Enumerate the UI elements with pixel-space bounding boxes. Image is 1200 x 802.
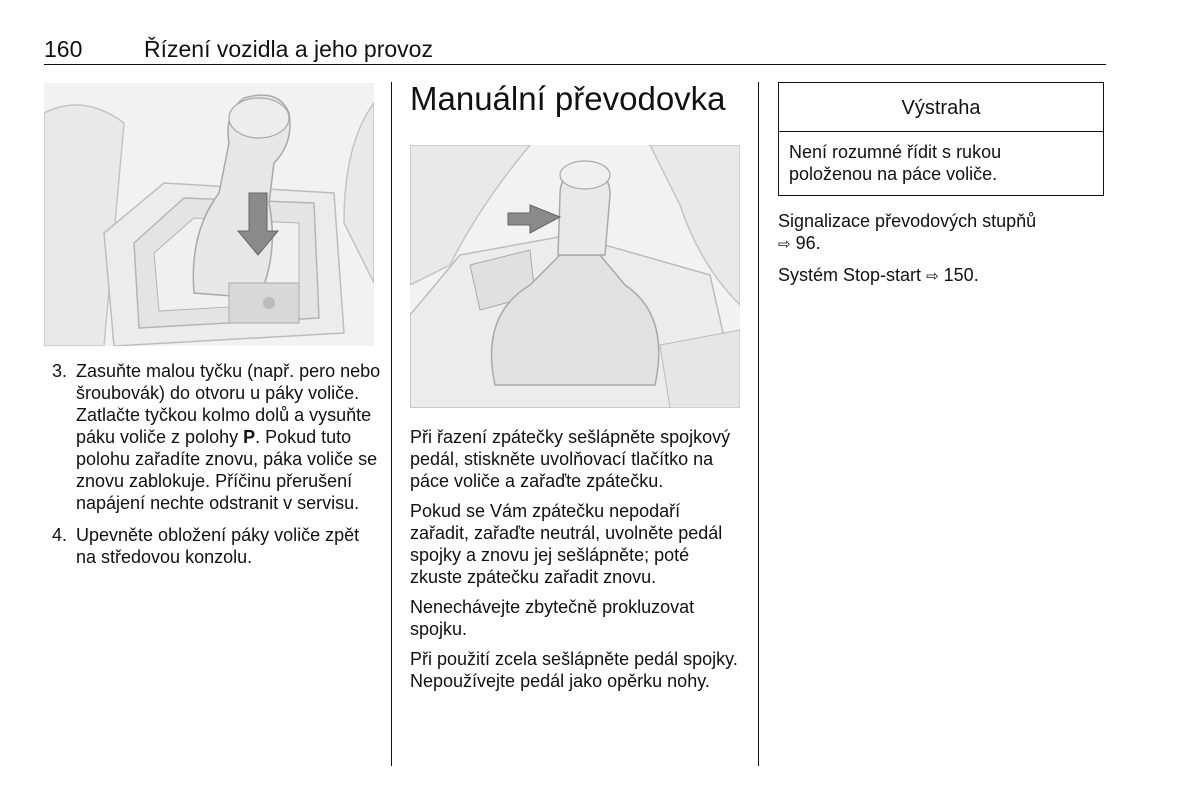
step-4 [52, 524, 382, 568]
chapter-title: Řízení vozidla a jeho provoz [144, 36, 433, 62]
step-3 [52, 360, 382, 514]
reference-page: 150. [943, 265, 979, 285]
reference-text: Signalizace převodových stupňů [778, 211, 1037, 231]
step-text: Zasuňte malou tyčku (např. pero nebo šroubovák) do otvoru u páky voliče. Zatlačte tyčkou kolmo dolů a vysuňte páku voliče z polohy [76, 361, 381, 447]
step-number: 3. [52, 361, 68, 381]
manual-transmission-text [410, 426, 740, 700]
cross-reference-stop-start[interactable] [778, 264, 1108, 288]
step-text: Upevněte obložení páky voliče zpět na středovou konzolu. [76, 525, 360, 567]
right-arrow-icon: ⇨ [926, 268, 939, 285]
reference-page: 96. [795, 233, 821, 253]
gear-position-p: P [243, 427, 256, 447]
paragraph: Nenechávejte zbytečně prokluzovat spojku. [410, 597, 695, 639]
warning-title: Výstraha [779, 83, 1103, 132]
step-number: 4. [52, 525, 68, 545]
cross-reference-gear-indication[interactable] [778, 210, 1108, 256]
paragraph: Při použití zcela sešlápněte pedál spojky. Nepoužívejte pedál jako opěrku nohy. [410, 649, 738, 691]
right-arrow-icon: ⇨ [778, 236, 791, 253]
page-number: 160 [44, 36, 83, 62]
selector-lever-illustration [44, 83, 374, 346]
warning-box [778, 82, 1104, 196]
paragraph: Při řazení zpátečky sešlápněte spojkový pedál, stiskněte uvolňovací tlačítko na páce voliče a zařaďte zpátečku. [410, 427, 731, 491]
paragraph: Pokud se Vám zpátečku nepodaří zařadit, zařaďte neutrál, uvolněte pedál spojky a znovu jej sešlápněte; poté zkuste zpátečku zařadit znovu. [410, 501, 723, 587]
manual-gear-lever-illustration [410, 145, 740, 408]
section-title: Manuální převodovka [410, 80, 726, 117]
reference-text: Systém Stop-start [778, 265, 922, 285]
column-divider [391, 82, 392, 766]
step-text-continued: . Pokud tuto polohu zařadíte znovu, páka voliče se znovu zablokuje. Příčinu přerušení napájení nechte odstranit v servisu. [76, 427, 378, 513]
page-header [44, 34, 1106, 65]
cross-references [778, 210, 1108, 296]
column-divider [758, 82, 759, 766]
instruction-steps [52, 360, 382, 578]
warning-text: Není rozumné řídit s rukou položenou na páce voliče. [789, 142, 1002, 184]
